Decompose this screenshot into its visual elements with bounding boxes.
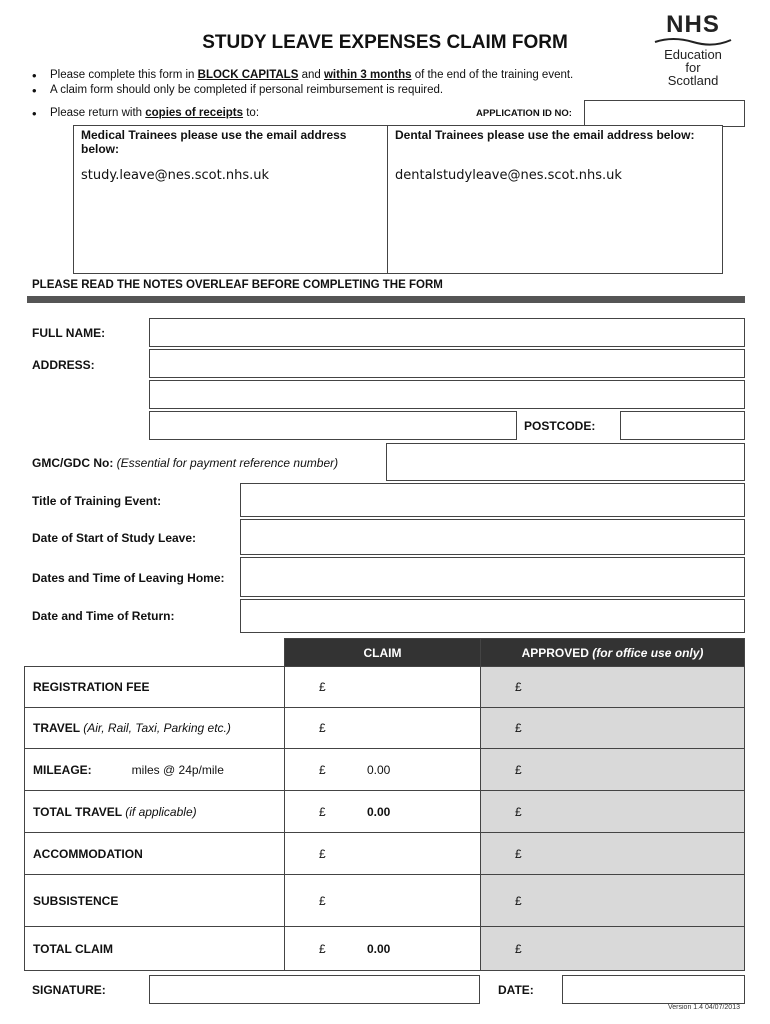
claim-cell[interactable]: £ 0.00 (285, 749, 481, 791)
leaving-home-field[interactable] (240, 557, 745, 597)
logo-nhs-text: NHS (666, 11, 720, 38)
claim-cell[interactable]: £ (285, 875, 481, 927)
address-line-3-field[interactable] (149, 411, 517, 440)
date-start-label: Date of Start of Study Leave: (32, 531, 197, 545)
instruction-bullet-2: • A claim form should only be completed if personal reimbursement is required. (32, 83, 444, 98)
signature-label: SIGNATURE: (32, 983, 106, 997)
postcode-label: POSTCODE: (524, 419, 596, 433)
date-field[interactable] (562, 975, 745, 1004)
title-event-field[interactable] (240, 483, 745, 517)
title-event-label: Title of Training Event: (32, 494, 162, 508)
approved-cell: £ (481, 875, 745, 927)
row-label: TRAVEL (Air, Rail, Taxi, Parking etc.) (25, 708, 285, 749)
address-label: ADDRESS: (32, 358, 95, 372)
table-row (25, 875, 745, 927)
claim-cell[interactable]: £ 0.00 (285, 927, 481, 971)
row-label: TOTAL TRAVEL (if applicable) (25, 791, 285, 833)
row-label: MILEAGE: miles @ 24p/mile (25, 749, 285, 791)
nhs-education-logo (652, 12, 734, 87)
signature-field[interactable] (149, 975, 480, 1004)
table-row (25, 667, 745, 708)
dental-email-address[interactable]: dentalstudyleave@nes.scot.nhs.uk (395, 168, 622, 183)
postcode-field[interactable] (620, 411, 745, 440)
approved-header: APPROVED (for office use only) (481, 639, 745, 667)
approved-cell: £ (481, 708, 745, 749)
full-name-field[interactable] (149, 318, 745, 347)
logo-line-education: Education (664, 47, 722, 62)
gmc-gdc-field[interactable] (386, 443, 745, 481)
mileage-rate-note: miles @ 24p/mile (131, 762, 224, 777)
instruction-bullet-1: • Please complete this form in BLOCK CAPITALS and within 3 months of the end of the training event. (32, 68, 574, 83)
date-label: DATE: (498, 983, 534, 997)
claim-cell[interactable]: £ (285, 667, 481, 708)
table-row (25, 749, 745, 791)
approved-cell: £ (481, 749, 745, 791)
logo-line-scotland: Scotland (667, 73, 719, 88)
dental-email-box (387, 125, 723, 274)
dental-email-heading: Dental Trainees please use the email address below: (395, 128, 695, 142)
claim-cell[interactable]: £ 0.00 (285, 791, 481, 833)
date-start-field[interactable] (240, 519, 745, 555)
notes-notice: PLEASE READ THE NOTES OVERLEAF BEFORE COMPLETING THE FORM (32, 279, 443, 291)
address-line-2-field[interactable] (149, 380, 745, 409)
approved-cell: £ (481, 833, 745, 875)
section-divider (27, 296, 745, 303)
medical-email-address[interactable]: study.leave@nes.scot.nhs.uk (81, 168, 269, 183)
medical-email-box (73, 125, 388, 274)
table-row (25, 833, 745, 875)
claim-header: CLAIM (285, 639, 481, 667)
return-field[interactable] (240, 599, 745, 633)
row-label: SUBSISTENCE (25, 875, 285, 927)
table-corner (25, 639, 285, 667)
table-row (25, 708, 745, 749)
table-row (25, 927, 745, 971)
logo-line-for: for (685, 60, 701, 75)
approved-cell: £ (481, 667, 745, 708)
approved-cell: £ (481, 791, 745, 833)
row-label: TOTAL CLAIM (25, 927, 285, 971)
gmc-gdc-label: GMC/GDC No: (Essential for payment reference number) (32, 456, 339, 470)
row-label: ACCOMMODATION (25, 833, 285, 875)
return-label: Date and Time of Return: (32, 609, 175, 623)
address-line-1-field[interactable] (149, 349, 745, 378)
claim-cell[interactable]: £ (285, 833, 481, 875)
row-label: REGISTRATION FEE (25, 667, 285, 708)
application-id-label: APPLICATION ID NO: (476, 108, 572, 119)
claims-table (24, 638, 745, 971)
table-row (25, 791, 745, 833)
claim-cell[interactable]: £ (285, 708, 481, 749)
leaving-home-label: Dates and Time of Leaving Home: (32, 571, 225, 585)
instruction-bullet-3: • Please return with copies of receipts to: (32, 106, 260, 121)
version-text: Version 1.4 04/07/2013 (667, 1004, 740, 1011)
approved-cell: £ (481, 927, 745, 971)
medical-email-heading: Medical Trainees please use the email address below: (81, 128, 347, 156)
form-title: STUDY LEAVE EXPENSES CLAIM FORM (202, 32, 568, 53)
application-id-field[interactable] (584, 100, 745, 127)
full-name-label: FULL NAME: (32, 326, 106, 340)
gmc-gdc-note: (Essential for payment reference number) (116, 456, 339, 470)
